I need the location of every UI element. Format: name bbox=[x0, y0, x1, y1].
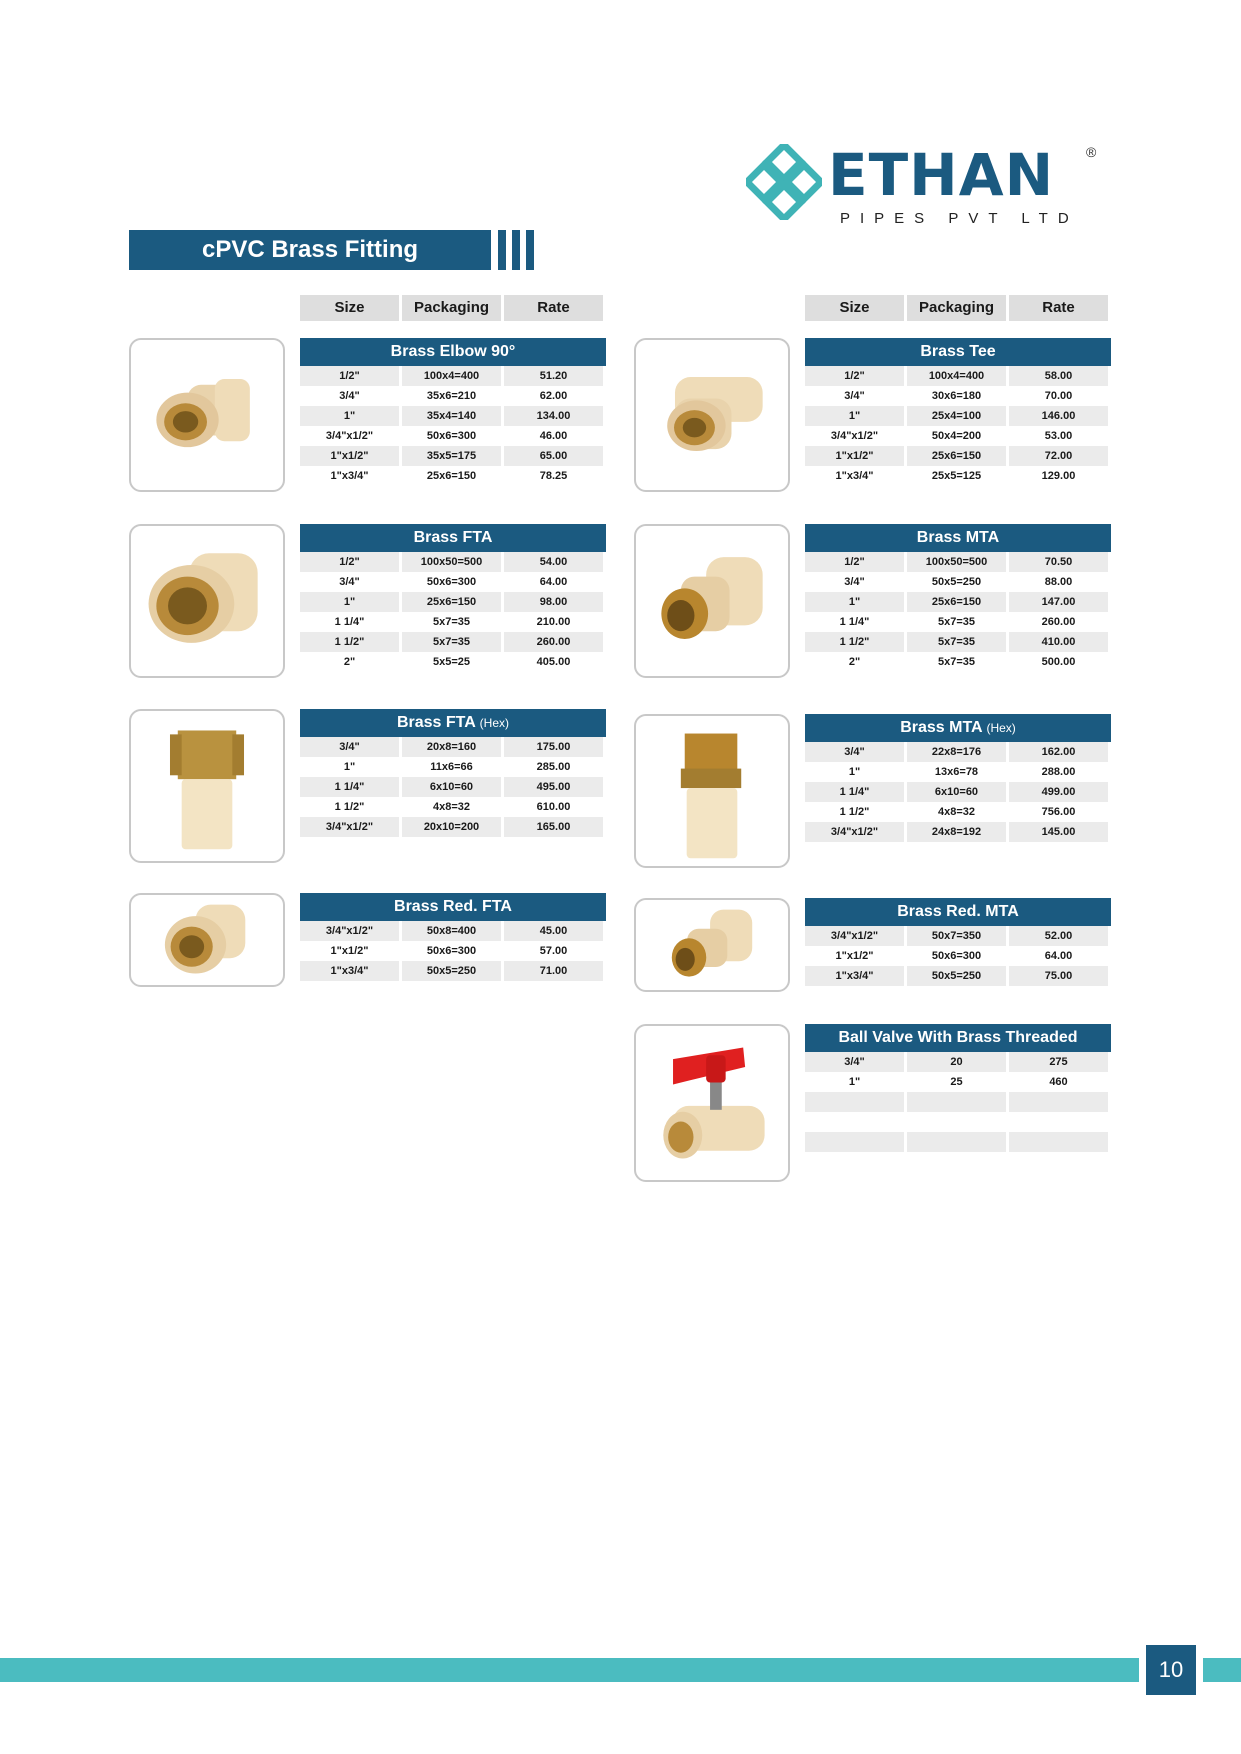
size-cell: 1 1/2" bbox=[300, 632, 399, 652]
product-title-text: Brass Red. FTA bbox=[394, 898, 512, 915]
size-cell: 3/4"x1/2" bbox=[805, 822, 904, 842]
size-cell: 1 1/4" bbox=[839, 616, 870, 628]
fta-fitting-icon bbox=[131, 526, 283, 676]
packaging-cell: 5x7=35 bbox=[402, 632, 501, 652]
size-cell: 1/2" bbox=[805, 366, 904, 386]
rate-cell: 146.00 bbox=[1009, 406, 1108, 426]
rate-cell: 134.00 bbox=[504, 406, 603, 426]
rate-cell: 285.00 bbox=[536, 761, 571, 773]
table-row bbox=[805, 822, 1111, 842]
size-cell: 1" bbox=[300, 406, 399, 426]
table-row bbox=[300, 797, 606, 817]
red-mta-fitting-icon bbox=[636, 900, 788, 990]
size-cell: 3/4" bbox=[844, 390, 865, 402]
rate-cell: 88.00 bbox=[1044, 576, 1073, 588]
column-header-left bbox=[300, 295, 606, 321]
table-row bbox=[300, 552, 606, 572]
product-image-brass-tee bbox=[634, 338, 790, 492]
table-row bbox=[805, 782, 1111, 802]
size-cell: 1" bbox=[848, 766, 861, 778]
size-cell: 1"x3/4" bbox=[300, 961, 399, 981]
packaging-cell: 50x5=250 bbox=[931, 576, 982, 588]
product-title-text: Brass Red. MTA bbox=[897, 903, 1019, 920]
footer-stripe bbox=[1203, 1658, 1241, 1682]
packaging-cell: 50x5=250 bbox=[907, 966, 1006, 986]
size-cell: 2" bbox=[848, 656, 861, 668]
rate-cell bbox=[1009, 1112, 1108, 1132]
size-cell: 1/2" bbox=[300, 552, 399, 572]
page-number: 10 bbox=[1146, 1645, 1196, 1695]
packaging-cell: 20 bbox=[907, 1052, 1006, 1072]
column-header-right bbox=[805, 295, 1111, 321]
rate-cell: 98.00 bbox=[504, 592, 603, 612]
product-image-ball-valve bbox=[634, 1024, 790, 1182]
product-title-text: Brass FTA bbox=[396, 714, 476, 731]
size-cell: 3/4"x1/2" bbox=[805, 926, 904, 946]
packaging-cell: 6x10=60 bbox=[907, 782, 1006, 802]
header-size: Size bbox=[805, 295, 904, 321]
table-row bbox=[805, 1152, 1111, 1172]
product-title bbox=[300, 893, 606, 921]
packaging-cell: 50x7=350 bbox=[907, 926, 1006, 946]
table-row bbox=[300, 777, 606, 797]
packaging-cell: 50x6=300 bbox=[426, 945, 477, 957]
packaging-cell: 5x7=35 bbox=[432, 616, 470, 628]
rate-cell: 54.00 bbox=[504, 552, 603, 572]
size-cell: 1" bbox=[343, 761, 356, 773]
table-row bbox=[805, 1112, 1111, 1132]
table-row bbox=[300, 652, 606, 672]
size-cell: 3/4" bbox=[339, 576, 360, 588]
packaging-cell: 35x4=140 bbox=[402, 406, 501, 426]
table-row bbox=[300, 366, 606, 386]
registered-mark: ® bbox=[1086, 144, 1097, 160]
brand-logo bbox=[746, 140, 1106, 230]
rate-cell: 495.00 bbox=[504, 777, 603, 797]
packaging-cell: 25x6=150 bbox=[907, 592, 1006, 612]
table-row bbox=[805, 612, 1111, 632]
rate-cell: 52.00 bbox=[1009, 926, 1108, 946]
size-cell: 1 1/4" bbox=[334, 616, 365, 628]
header-size: Size bbox=[300, 295, 399, 321]
table-row bbox=[805, 926, 1111, 946]
table-row bbox=[805, 742, 1111, 762]
packaging-cell: 100x50=500 bbox=[907, 552, 1006, 572]
packaging-cell bbox=[907, 1112, 1006, 1132]
table-row bbox=[300, 466, 606, 486]
product-image-brass-red-fta bbox=[129, 893, 285, 987]
title-bar-stripe bbox=[498, 230, 506, 270]
red-fta-fitting-icon bbox=[131, 895, 283, 985]
product-table-brass-red-fta bbox=[300, 893, 606, 981]
product-table-brass-mta bbox=[805, 524, 1111, 672]
rate-cell: 62.00 bbox=[539, 390, 568, 402]
table-row bbox=[805, 1052, 1111, 1072]
rate-cell: 175.00 bbox=[504, 737, 603, 757]
size-cell: 1"x1/2" bbox=[835, 950, 874, 962]
rate-cell: 162.00 bbox=[1009, 742, 1108, 762]
packaging-cell: 50x5=250 bbox=[402, 961, 501, 981]
packaging-cell: 50x4=200 bbox=[931, 430, 982, 442]
packaging-cell: 25x6=150 bbox=[426, 470, 477, 482]
size-cell: 1"x3/4" bbox=[330, 470, 369, 482]
product-table-brass-tee bbox=[805, 338, 1111, 486]
packaging-cell: 5x5=25 bbox=[432, 656, 470, 668]
size-cell: 1 1/4" bbox=[805, 782, 904, 802]
table-row bbox=[300, 406, 606, 426]
rate-cell: 260.00 bbox=[1041, 616, 1076, 628]
rate-cell bbox=[1009, 1092, 1108, 1112]
size-cell bbox=[805, 1152, 904, 1172]
packaging-cell: 25x5=125 bbox=[931, 470, 982, 482]
logo-mark-icon bbox=[746, 144, 822, 220]
header-packaging: Packaging bbox=[907, 295, 1006, 321]
table-row bbox=[805, 426, 1111, 446]
product-table-brass-fta-hex bbox=[300, 709, 606, 837]
product-table-brass-fta bbox=[300, 524, 606, 672]
size-cell: 1" bbox=[805, 592, 904, 612]
rate-cell: 145.00 bbox=[1009, 822, 1108, 842]
size-cell: 3/4" bbox=[339, 390, 360, 402]
packaging-cell: 5x7=35 bbox=[907, 632, 1006, 652]
packaging-cell: 25x4=100 bbox=[907, 406, 1006, 426]
packaging-cell: 35x6=210 bbox=[426, 390, 477, 402]
size-cell: 1"x3/4" bbox=[835, 470, 874, 482]
packaging-cell bbox=[907, 1092, 1006, 1112]
packaging-cell: 11x6=66 bbox=[430, 761, 473, 773]
size-cell: 3/4" bbox=[300, 737, 399, 757]
packaging-cell: 20x10=200 bbox=[402, 817, 501, 837]
product-title bbox=[805, 1024, 1111, 1052]
table-row bbox=[300, 817, 606, 837]
size-cell: 3/4" bbox=[805, 1052, 904, 1072]
table-row bbox=[300, 386, 606, 406]
size-cell: 1/2" bbox=[805, 552, 904, 572]
rate-cell: 65.00 bbox=[504, 446, 603, 466]
product-image-brass-mta-hex bbox=[634, 714, 790, 868]
table-row bbox=[805, 802, 1111, 822]
rate-cell: 499.00 bbox=[1009, 782, 1108, 802]
product-title-text: Brass MTA bbox=[916, 529, 1000, 546]
product-table-brass-mta-hex bbox=[805, 714, 1111, 842]
packaging-cell bbox=[907, 1152, 1006, 1172]
rate-cell: 165.00 bbox=[504, 817, 603, 837]
packaging-cell bbox=[907, 1132, 1006, 1152]
rate-cell: 78.25 bbox=[539, 470, 568, 482]
size-cell bbox=[805, 1112, 904, 1132]
table-row bbox=[300, 446, 606, 466]
packaging-cell: 35x5=175 bbox=[402, 446, 501, 466]
size-cell: 3/4" bbox=[844, 576, 865, 588]
packaging-cell: 13x6=78 bbox=[934, 766, 979, 778]
product-title bbox=[805, 714, 1111, 742]
size-cell: 1 1/2" bbox=[805, 632, 904, 652]
table-row bbox=[300, 961, 606, 981]
rate-cell: 51.20 bbox=[504, 366, 603, 386]
size-cell: 1"x1/2" bbox=[805, 446, 904, 466]
rate-cell: 500.00 bbox=[1041, 656, 1076, 668]
table-row bbox=[805, 592, 1111, 612]
table-row bbox=[805, 386, 1111, 406]
product-image-brass-red-mta bbox=[634, 898, 790, 992]
table-row bbox=[300, 612, 606, 632]
table-row bbox=[805, 406, 1111, 426]
product-title-text: Brass Elbow 90° bbox=[390, 343, 516, 360]
table-row bbox=[805, 446, 1111, 466]
table-row bbox=[805, 652, 1111, 672]
rate-cell: 58.00 bbox=[1009, 366, 1108, 386]
size-cell: 1 1/2" bbox=[334, 801, 365, 813]
table-row bbox=[805, 466, 1111, 486]
product-table-brass-elbow bbox=[300, 338, 606, 486]
size-cell: 1 1/2" bbox=[839, 806, 870, 818]
size-cell: 2" bbox=[343, 656, 356, 668]
rate-cell: 46.00 bbox=[539, 430, 568, 442]
rate-cell: 610.00 bbox=[536, 801, 571, 813]
table-row bbox=[805, 762, 1111, 782]
packaging-cell: 100x4=400 bbox=[402, 366, 501, 386]
packaging-cell: 20x8=160 bbox=[402, 737, 501, 757]
rate-cell: 756.00 bbox=[1041, 806, 1076, 818]
mta-hex-fitting-icon bbox=[636, 716, 788, 866]
rate-cell: 57.00 bbox=[539, 945, 568, 957]
size-cell bbox=[805, 1092, 904, 1112]
rate-cell: 45.00 bbox=[504, 921, 603, 941]
packaging-cell: 30x6=180 bbox=[931, 390, 982, 402]
product-title-text: Brass Tee bbox=[920, 343, 996, 360]
size-cell: 3/4"x1/2" bbox=[830, 430, 879, 442]
product-title-text: Brass MTA bbox=[900, 719, 982, 736]
mta-fitting-icon bbox=[636, 526, 788, 676]
header-rate: Rate bbox=[504, 295, 603, 321]
brand-tagline: PIPES PVT LTD bbox=[840, 210, 1079, 227]
rate-cell: 410.00 bbox=[1009, 632, 1108, 652]
product-title bbox=[805, 898, 1111, 926]
packaging-cell: 50x6=300 bbox=[426, 576, 477, 588]
table-row bbox=[805, 946, 1111, 966]
rate-cell: 260.00 bbox=[504, 632, 603, 652]
product-title-text: Brass FTA bbox=[413, 529, 493, 546]
rate-cell: 147.00 bbox=[1009, 592, 1108, 612]
table-row bbox=[300, 921, 606, 941]
product-image-brass-fta bbox=[129, 524, 285, 678]
product-title bbox=[300, 709, 606, 737]
title-bar-stripe bbox=[526, 230, 534, 270]
header-packaging: Packaging bbox=[402, 295, 501, 321]
packaging-cell: 4x8=32 bbox=[432, 801, 470, 813]
size-cell: 1" bbox=[300, 592, 399, 612]
packaging-cell: 25x6=150 bbox=[402, 592, 501, 612]
size-cell: 3/4"x1/2" bbox=[300, 921, 399, 941]
table-row bbox=[300, 737, 606, 757]
tee-fitting-icon bbox=[636, 340, 788, 490]
packaging-cell: 6x10=60 bbox=[402, 777, 501, 797]
size-cell: 1"x1/2" bbox=[330, 945, 369, 957]
rate-cell: 53.00 bbox=[1044, 430, 1073, 442]
rate-cell bbox=[1009, 1132, 1108, 1152]
rate-cell: 75.00 bbox=[1009, 966, 1108, 986]
packaging-cell: 25x6=150 bbox=[907, 446, 1006, 466]
rate-cell: 70.50 bbox=[1009, 552, 1108, 572]
rate-cell: 64.00 bbox=[539, 576, 568, 588]
packaging-cell: 4x8=32 bbox=[937, 806, 975, 818]
table-row bbox=[300, 632, 606, 652]
product-image-brass-fta-hex bbox=[129, 709, 285, 863]
packaging-cell: 24x8=192 bbox=[907, 822, 1006, 842]
product-image-brass-elbow bbox=[129, 338, 285, 492]
size-cell: 1"x1/2" bbox=[300, 446, 399, 466]
table-row bbox=[805, 572, 1111, 592]
packaging-cell: 50x6=300 bbox=[931, 950, 982, 962]
packaging-cell: 22x8=176 bbox=[907, 742, 1006, 762]
packaging-cell: 25 bbox=[950, 1076, 963, 1088]
size-cell: 3/4"x1/2" bbox=[300, 817, 399, 837]
rate-cell bbox=[1009, 1152, 1108, 1172]
size-cell: 1 1/4" bbox=[300, 777, 399, 797]
product-image-brass-mta bbox=[634, 524, 790, 678]
footer-stripe bbox=[0, 1658, 1139, 1682]
size-cell bbox=[805, 1132, 904, 1152]
size-cell: 1" bbox=[805, 406, 904, 426]
product-table-brass-red-mta bbox=[805, 898, 1111, 986]
table-row bbox=[300, 426, 606, 446]
size-cell: 3/4" bbox=[805, 742, 904, 762]
ball-valve-icon bbox=[636, 1026, 788, 1180]
table-row bbox=[805, 552, 1111, 572]
rate-cell: 210.00 bbox=[536, 616, 571, 628]
table-row bbox=[300, 572, 606, 592]
table-row bbox=[300, 757, 606, 777]
header-rate: Rate bbox=[1009, 295, 1108, 321]
table-row bbox=[300, 941, 606, 961]
title-bar-stripe bbox=[512, 230, 520, 270]
table-row bbox=[805, 632, 1111, 652]
product-title bbox=[300, 524, 606, 552]
product-title-text: Ball Valve With Brass Threaded bbox=[838, 1029, 1078, 1046]
table-row bbox=[805, 1092, 1111, 1112]
packaging-cell: 5x7=35 bbox=[937, 656, 975, 668]
table-row bbox=[300, 592, 606, 612]
packaging-cell: 50x8=400 bbox=[402, 921, 501, 941]
packaging-cell: 5x7=35 bbox=[937, 616, 975, 628]
table-row bbox=[805, 1132, 1111, 1152]
packaging-cell: 50x6=300 bbox=[426, 430, 477, 442]
product-title bbox=[300, 338, 606, 366]
rate-cell: 288.00 bbox=[1041, 766, 1076, 778]
packaging-cell: 100x4=400 bbox=[907, 366, 1006, 386]
rate-cell: 72.00 bbox=[1009, 446, 1108, 466]
fta-hex-fitting-icon bbox=[131, 711, 283, 861]
rate-cell: 71.00 bbox=[504, 961, 603, 981]
table-row bbox=[805, 366, 1111, 386]
table-row bbox=[805, 1072, 1111, 1092]
brand-name: ETHAN bbox=[828, 141, 1055, 209]
packaging-cell: 100x50=500 bbox=[402, 552, 501, 572]
product-subtitle: (Hex) bbox=[479, 716, 510, 730]
rate-cell: 275 bbox=[1009, 1052, 1108, 1072]
size-cell: 1"x3/4" bbox=[805, 966, 904, 986]
rate-cell: 405.00 bbox=[536, 656, 571, 668]
size-cell: 1/2" bbox=[300, 366, 399, 386]
product-subtitle: (Hex) bbox=[986, 721, 1016, 735]
size-cell: 3/4"x1/2" bbox=[325, 430, 374, 442]
page-title: cPVC Brass Fitting bbox=[129, 230, 491, 270]
table-row bbox=[805, 966, 1111, 986]
product-table-ball-valve bbox=[805, 1024, 1111, 1172]
elbow-fitting-icon bbox=[131, 340, 283, 490]
product-title bbox=[805, 338, 1111, 366]
product-title bbox=[805, 524, 1111, 552]
rate-cell: 129.00 bbox=[1041, 470, 1076, 482]
rate-cell: 70.00 bbox=[1044, 390, 1073, 402]
size-cell: 1" bbox=[848, 1076, 861, 1088]
rate-cell: 64.00 bbox=[1044, 950, 1073, 962]
rate-cell: 460 bbox=[1049, 1076, 1068, 1088]
